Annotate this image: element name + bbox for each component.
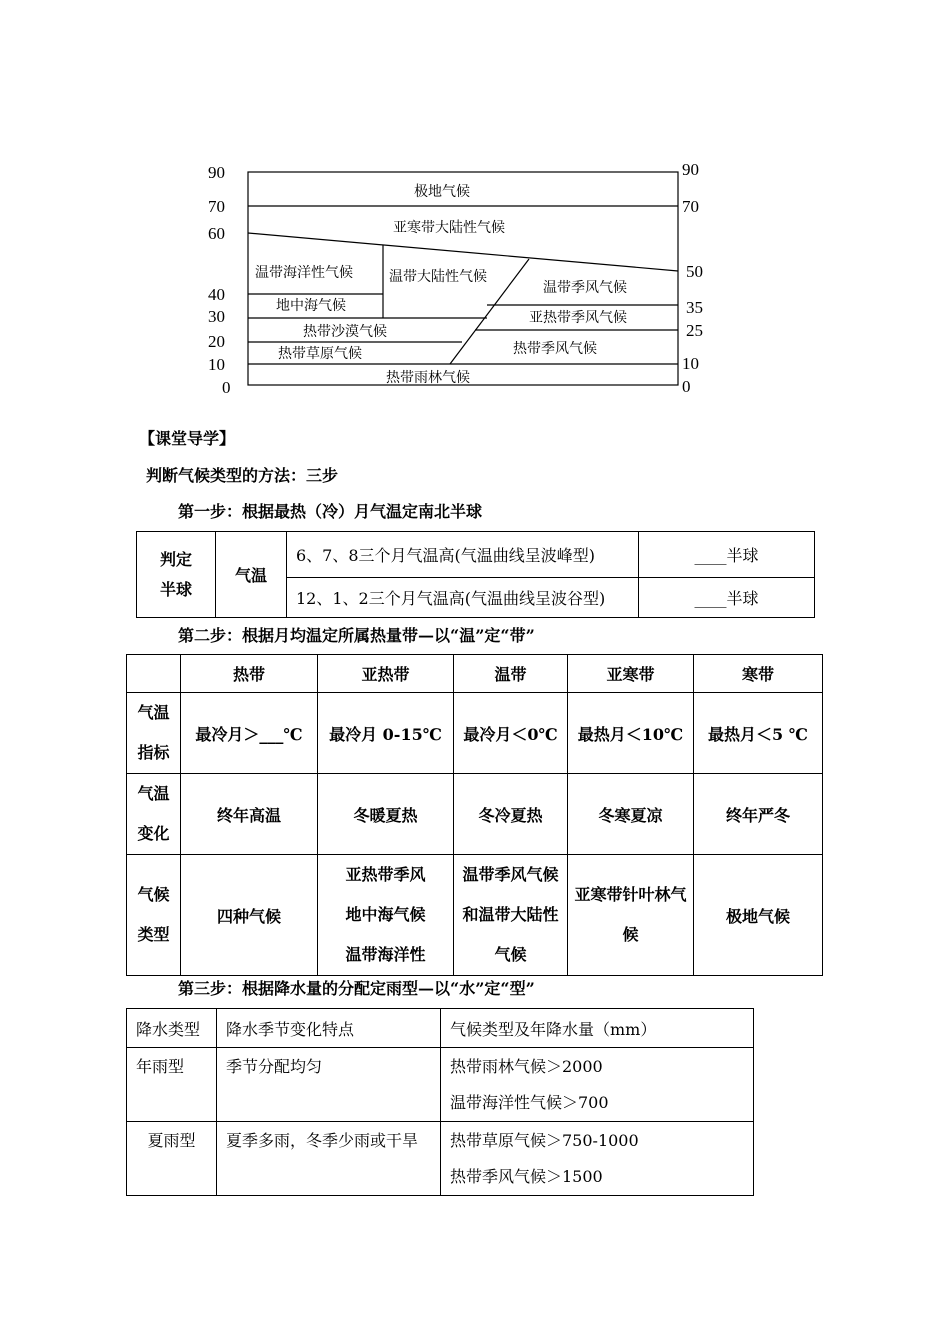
judge-hemisphere-cell	[137, 532, 216, 618]
diagram-lines	[0, 0, 950, 400]
rain-type-year-round: 年雨型	[127, 1048, 217, 1122]
header-tropical: 热带	[181, 655, 318, 693]
climate-type-subtropical-text: 亚热带季风 地中海气候 温带海洋性	[345, 865, 426, 964]
header-subtropical: 亚热带	[318, 655, 454, 693]
step1-table	[136, 531, 815, 618]
zone-mediterranean: 地中海气候	[276, 298, 346, 314]
climates-summer	[441, 1122, 754, 1196]
climates-year-round	[441, 1048, 754, 1122]
right-axis-10: 10	[682, 354, 699, 373]
right-axis-35: 35	[686, 298, 703, 317]
zone-polar: 极地气候	[414, 184, 470, 200]
row-label-temp-change-text: 气温变化	[137, 784, 170, 843]
step1-row1-answer: ____半球	[639, 532, 815, 578]
climate-type-subarctic	[568, 855, 694, 976]
climate-tropical-rainforest: 热带雨林气候＞2000	[450, 1056, 603, 1076]
climate-tropical-grassland: 热带草原气候＞750-1000	[450, 1130, 639, 1150]
zone-temperate-maritime: 温带海洋性气候	[255, 265, 353, 281]
right-axis-70: 70	[682, 197, 699, 216]
step3-header-feature: 降水季节变化特点	[217, 1009, 441, 1048]
climate-type-polar: 极地气候	[694, 855, 823, 976]
row-label-temp-index	[127, 693, 181, 774]
right-axis-90: 90	[682, 160, 699, 179]
step1-row2-answer: ____半球	[639, 578, 815, 618]
climate-temperate-maritime: 温带海洋性气候＞700	[450, 1092, 609, 1112]
step1-row1-condition: 6、7、8三个月气温高(气温曲线呈波峰型)	[287, 532, 639, 578]
temp-change-tropical: 终年高温	[181, 774, 318, 855]
zone-subarctic: 亚寒带大陆性气候	[393, 220, 505, 236]
temp-change-polar: 终年严冬	[694, 774, 823, 855]
step1-row2-condition: 12、1、2三个月气温高(气温曲线呈波谷型)	[287, 578, 639, 618]
method-line: 判断气候类型的方法：三步	[146, 466, 339, 485]
row-label-climate-type	[127, 855, 181, 976]
right-axis-0: 0	[682, 377, 691, 396]
temp-index-subtropical: 最冷月 0-15℃	[318, 693, 454, 774]
left-axis-20: 20	[208, 332, 225, 351]
feature-year-round: 季节分配均匀	[217, 1048, 441, 1122]
left-axis-0: 0	[222, 378, 231, 397]
rain-type-summer: 夏雨型	[127, 1122, 217, 1196]
header-temperate: 温带	[454, 655, 568, 693]
temp-index-polar: 最热月＜5 ℃	[694, 693, 823, 774]
left-axis-30: 30	[208, 307, 225, 326]
left-axis-10: 10	[208, 355, 225, 374]
temp-index-temperate: 最冷月＜0℃	[454, 693, 568, 774]
temp-index-tropical: 最冷月＞___℃	[181, 693, 318, 774]
climate-type-subarctic-text: 亚寒带针叶林气候	[574, 885, 687, 944]
climate-type-temperate	[454, 855, 568, 976]
zone-tropical-grassland: 热带草原气候	[278, 346, 362, 362]
zone-tropical-desert: 热带沙漠气候	[303, 324, 387, 340]
header-subarctic: 亚寒带	[568, 655, 694, 693]
zone-temperate-continental: 温带大陆性气候	[389, 269, 487, 285]
left-axis-70: 70	[208, 197, 225, 216]
climate-tropical-monsoon: 热带季风气候＞1500	[450, 1166, 603, 1186]
zone-tropical-monsoon: 热带季风气候	[513, 341, 597, 357]
header-polar: 寒带	[694, 655, 823, 693]
row-label-climate-type-text: 气候类型	[137, 885, 170, 944]
step3-header-climates: 气候类型及年降水量（mm）	[441, 1009, 754, 1048]
temp-change-subtropical: 冬暖夏热	[318, 774, 454, 855]
temp-change-temperate: 冬冷夏热	[454, 774, 568, 855]
right-axis-50: 50	[686, 262, 703, 281]
left-axis-90: 90	[208, 163, 225, 182]
climate-type-tropical: 四种气候	[181, 855, 318, 976]
climate-type-subtropical	[318, 855, 454, 976]
zone-temperate-monsoon: 温带季风气候	[543, 280, 627, 296]
row-label-temp-change	[127, 774, 181, 855]
row-label-temp-index-text: 气温指标	[137, 703, 170, 762]
temp-cell: 气温	[216, 532, 287, 618]
step2-title: 第二步：根据月均温定所属热量带—以“温”定“带”	[178, 626, 535, 645]
step2-table	[126, 654, 823, 976]
zone-tropical-rainforest: 热带雨林气候	[386, 370, 470, 386]
feature-summer: 夏季多雨，冬季少雨或干旱	[217, 1122, 441, 1196]
section-title: 【课堂导学】	[139, 429, 236, 448]
judge-hemisphere-label: 判定半球	[159, 549, 192, 599]
right-axis-25: 25	[686, 321, 703, 340]
zone-subtropical-monsoon: 亚热带季风气候	[529, 310, 627, 326]
left-axis-60: 60	[208, 224, 225, 243]
step1-title: 第一步：根据最热（冷）月气温定南北半球	[178, 502, 483, 521]
step3-title: 第三步：根据降水量的分配定雨型—以“水”定“型”	[178, 979, 535, 998]
climate-type-temperate-text: 温带季风气候和温带大陆性气候	[462, 865, 559, 964]
left-axis-40: 40	[208, 285, 225, 304]
step3-header-type: 降水类型	[127, 1009, 217, 1048]
step2-corner-cell	[127, 655, 181, 693]
temp-change-subarctic: 冬寒夏凉	[568, 774, 694, 855]
temp-index-subarctic: 最热月＜10℃	[568, 693, 694, 774]
step3-table	[126, 1008, 754, 1196]
